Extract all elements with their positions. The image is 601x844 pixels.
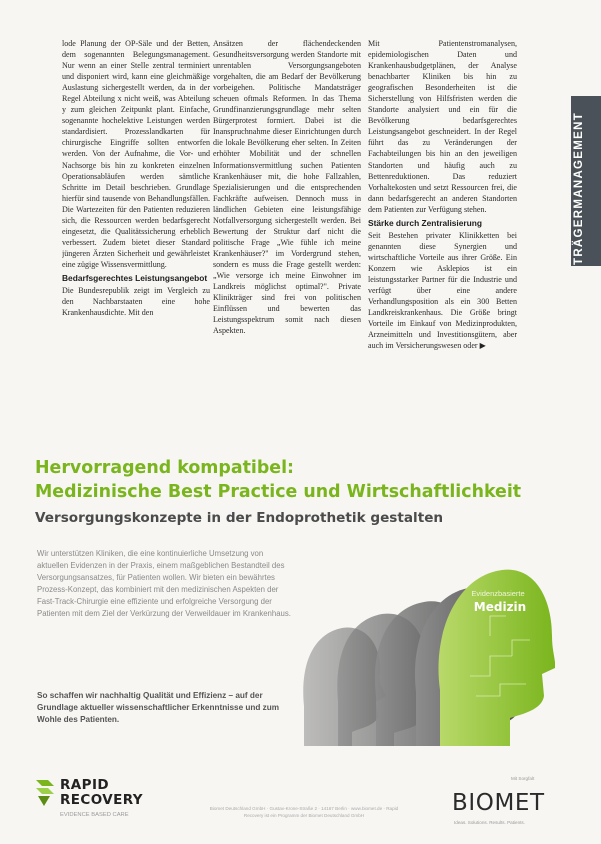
ad-footnote: Biomet Deutschland GmbH · Gustav-Krone-Straße 2 · 14167 Berlin · www.biomet.de · Rapid Recovery ist ein Programm der Biomet Deutschland GmbH: [209, 806, 399, 818]
heads-title-line-2: Medizin: [473, 600, 527, 614]
article-paragraph: Mit Patientenstromanalysen, epidemiologischen Daten und Krankenhausbudgetplänen, der Analyse benachbarter Kliniken bis hin zu geografischen Besonderheiten ist die Sicherstellung von Hilfsfristen werden die Standorte analysiert und ein für die Bevölkerung bedarfsgerechtes Leistungsangebot geschneidert. In der Regel führt das zu Veränderungen der Fachabteilungen bis hin an den jeweiligen Standorten und häufig auch zu Bettenreduktionen. Das reduziert Vorhaltekosten und setzt Ressourcen frei, die dann bedarfsgerecht an anderen Standorten dem Patienten zur Verfügung stehen.: [368, 39, 517, 214]
ad-subheadline: Versorgungskonzepte in der Endoprothetik gestalten: [35, 510, 444, 526]
rapid-recovery-wordmark: [60, 778, 143, 808]
rapid-recovery-line-2: RECOVERY: [60, 792, 143, 808]
ad-closing-statement: So schaffen wir nachhaltig Qualität und Effizienz – auf der Grundlage aktueller wissenschaftlicher Erkenntnisse und zum Wohle des Patienten.: [37, 691, 280, 725]
section-tab-label: TRÄGERMANAGEMENT: [573, 111, 585, 265]
article-column-2: [213, 38, 361, 418]
rapid-recovery-line-1: RAPID: [60, 777, 109, 793]
biomet-small-text: Mit Sorgfalt: [511, 776, 535, 781]
ad-headline-line-2: Medizinische Best Practice und Wirtschaftlichkeit: [35, 482, 522, 502]
rapid-recovery-tagline: EVIDENCE BASED CARE: [60, 812, 129, 818]
rapid-recovery-arrow-icon: [34, 776, 56, 808]
article-column-1: [62, 38, 210, 418]
continue-arrow-icon: ▶: [479, 341, 486, 351]
article-paragraph: Die Bundesrepublik zeigt im Vergleich zu den Nachbarstaaten eine hohe Krankenhausdichte. Mit den: [62, 285, 210, 318]
article-paragraph: Ansätzen der flächendeckenden Gesundheitsversorgung werden Standorte mit unrentablen Versorgungsangeboten vorgehalten, die am Bedarf der Bevölkerung vorbeigehen. Politische Mandatsträger scheuen oftmals Reformen. In das Thema Grundfinanzierungsgrundlage mehr selten Bürgerprotest formiert. Dabei ist die Inanspruchnahme dieser Einrichtungen durch die lokale Bevölkerung eher selten. In Zeiten erhöhter Mobilität und der schnellen Informationsvermittlung suchen Patienten Krankenhäuser mit, die hohe Fallzahlen, Spezialisierungen und die entsprechenden Fachkräfte aufweisen. Dennoch muss in ländlichen Gebieten eine leistungsfähige Notfallversorgung sichergestellt werden. Bei Bewertung der Struktur darf nicht die politische Frage „Wie fühle ich meine Krankenhäuser?" im Vordergrund stehen, sondern es muss die Frage gestellt werden: „Wie versorge ich meine Einwohner im Landkreis möglichst optimal?". Private Klinikträger sind frei von politischen Einflüssen und bewerten das Leistungsspektrum somit nach diesen Aspekten.: [213, 39, 361, 336]
rapid-recovery-logo: [34, 776, 204, 836]
ad-headline: [35, 456, 575, 504]
article-subheading: Bedarfsgerechtes Leistungsangebot: [62, 272, 208, 283]
biomet-logo: BIOMET: [452, 790, 545, 816]
heads-illustration: [290, 556, 555, 746]
article-column-3: [368, 38, 517, 418]
article-paragraph: lode Planung der OP-Säle und der Betten, dem sogenannten Belegungsmanagement. Nur wenn an einer Stelle zentral terminiert und disponiert wird, kann eine gleichmäßige Auslastung sichergestellt werden, da in der Regel Abteilung x nicht weiß, was Abteilung y zum gleichen Zeitpunkt plant. Einfache, sogenannte hochelektive Leistungen werden standardisiert. Prozesslandkarten für chirurgische Eingriffe sollten entworfen werden. Von der Aufnahme, die Vor- und Nachsorge bis hin zu konkreten einzelnen Operationsabläufen werden sämtliche Schritte im Detail beschrieben. Grundlage hierfür sind tausende von Behandlungsfällen. Die Wartezeiten für den Patienten reduzieren sich, die Ressourcen werden bedarfsgerecht eingesetzt, die Qualitätssicherung erheblich verbessert. Zudem bietet dieser Standard jüngeren Ärzten Sicherheit und gewährleistet eine zügige Wissensvermittlung.: [62, 39, 210, 269]
article-paragraph: [368, 230, 517, 352]
heads-title-line-1: Evidenzbasierte: [471, 589, 525, 598]
article-subheading: Stärke durch Zentralisierung: [368, 217, 483, 228]
ad-headline-line-1: Hervorragend kompatibel:: [35, 458, 295, 478]
biomet-tagline: Ideas. Solutions. Results. Patients.: [454, 820, 525, 825]
ad-body-text: Wir unterstützen Kliniken, die eine kontinuierliche Umsetzung von aktuellen Evidenzen in der Praxis, einem maßgeblichen Bestandteil des Versorgungsansatzes, für Patienten wollen. Wir bieten ein bewährtes Prozess-Konzept, das kombiniert mit den medizinischen Aspekten der Fast-Track-Chirurgie eine effiziente und erfolgreiche Versorgung der Patienten mit dem Ziel der Verkürzung der Verweildauer im Krankenhaus.: [37, 549, 291, 619]
article-paragraph-text: Seit Bestehen privater Klinikketten bei genannten diese Synergien und wirtschaftliche Vorteile aus ihrer Größe. Ein Konzern wie Asklepios ist ein leistungsstarker Partner für die Industrie und verfügt über eine andere Verhandlungsposition als ein 300 Betten Landkreiskrankenhaus. Die Größe bringt Vorteile im Einkauf von Medizinprodukten, Arzneimitteln und Investitionsgütern, aber auch im Versicherungswesen oder: [368, 230, 517, 351]
